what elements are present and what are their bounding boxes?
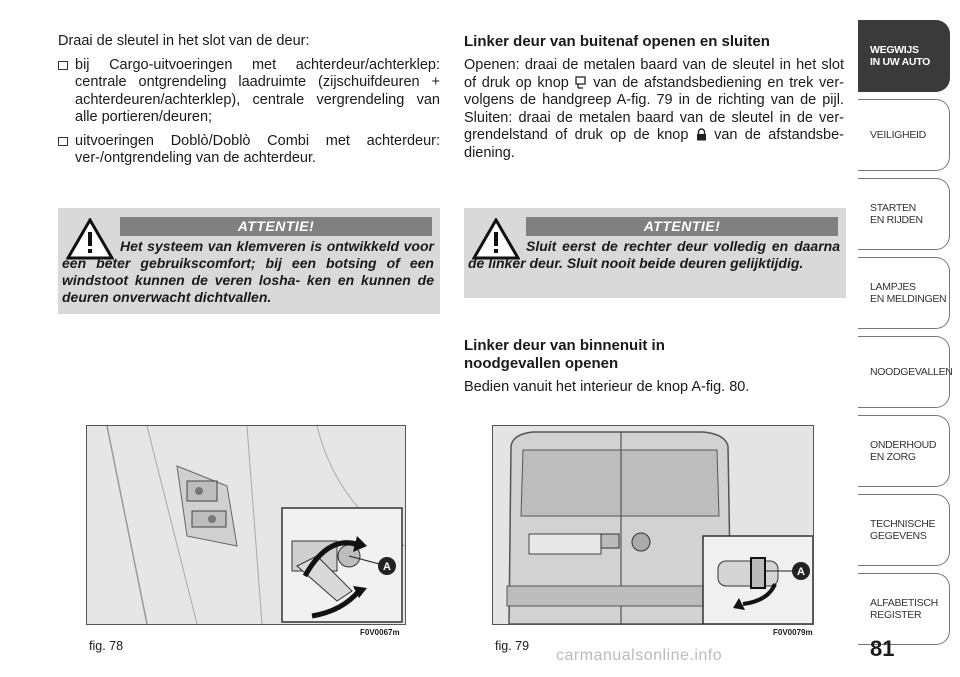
intro-text: Draai de sleutel in het slot van de deur: [58, 33, 310, 49]
figure-label: A [797, 566, 805, 578]
warning-text: Sluit eerst de rechter deur volledig en daarna de linker deur. Sluit nooit beide deuren gelijktijdig. [468, 238, 840, 271]
left-column [58, 33, 440, 174]
tab-technische[interactable]: TECHNISCHE GEGEVENS [858, 494, 950, 566]
list-item: bij Cargo-uitvoeringen met achterdeur/achterklep: centrale ontgrendeling laadruimte (zijschuifdeuren + achterdeuren/achterklep), centrale vergrendeling van alle portieren/deuren; [58, 57, 440, 127]
page-number: 81 [870, 636, 895, 661]
right-column-section2 [464, 337, 844, 403]
figure-caption: fig. 79 [495, 639, 530, 653]
warning-title: ATTENTIE! [120, 217, 432, 236]
warning-box [464, 208, 846, 298]
checkbox-bullet-icon [58, 61, 68, 70]
figure-78-door-hinge [86, 425, 406, 625]
warning-title: ATTENTIE! [526, 217, 838, 236]
figure-label: A [383, 561, 391, 573]
remote-unlock-icon [575, 76, 588, 89]
tab-lampjes[interactable]: LAMPJES EN MELDINGEN [858, 257, 950, 329]
lock-icon [696, 128, 707, 141]
door-hinge-illustration [87, 426, 405, 624]
right-column [464, 33, 844, 168]
figure-code: F0V0079m [773, 628, 813, 637]
section-text: Openen: draai de metalen baard van de sleutel in het slot of druk op knop van de afstandsbediening en trek ver- volgens de handgreep A-fig. 79 in de richting van de pijl. Sluiten: draai de metalen baard van de sleutel in de ver- grendelstand of druk op de knop van de afstandsbe- diening. [464, 57, 845, 161]
tab-onderhoud[interactable]: ONDERHOUD EN ZORG [858, 415, 950, 487]
tab-wegwijs[interactable]: WEGWIJS IN UW AUTO [858, 20, 950, 92]
watermark: carmanualsonline.info [556, 647, 723, 664]
list-item: uitvoeringen Doblò/Doblò Combi met achterdeur: ver-/ontgrendeling van de achterdeur. [58, 133, 440, 168]
section-text: Bedien vanuit het interieur de knop A-fig. 80. [464, 379, 750, 395]
figure-code: F0V0067m [360, 628, 400, 637]
tab-noodgevallen[interactable]: NOODGEVALLEN [858, 336, 950, 408]
checkbox-bullet-icon [58, 137, 68, 146]
tab-veiligheid[interactable]: VEILIGHEID [858, 99, 950, 171]
rear-door-illustration [493, 426, 813, 624]
figure-79-rear-door [492, 425, 814, 625]
figure-caption: fig. 78 [89, 639, 124, 653]
section-heading: Linker deur van binnenuit in noodgevallen openen [464, 337, 665, 372]
warning-text: Het systeem van klemveren is ontwikkeld voor een beter gebruikscomfort; bij een botsing of een windstoot kunnen de veren losha- ken en kunnen de deuren onverwacht dichtvallen. [62, 238, 434, 305]
section-heading: Linker deur van buitenaf openen en sluiten [464, 33, 770, 50]
tab-alfabetisch[interactable]: ALFABETISCH REGISTER [858, 573, 950, 645]
warning-box [58, 208, 440, 314]
tab-starten[interactable]: STARTEN EN RIJDEN [858, 178, 950, 250]
